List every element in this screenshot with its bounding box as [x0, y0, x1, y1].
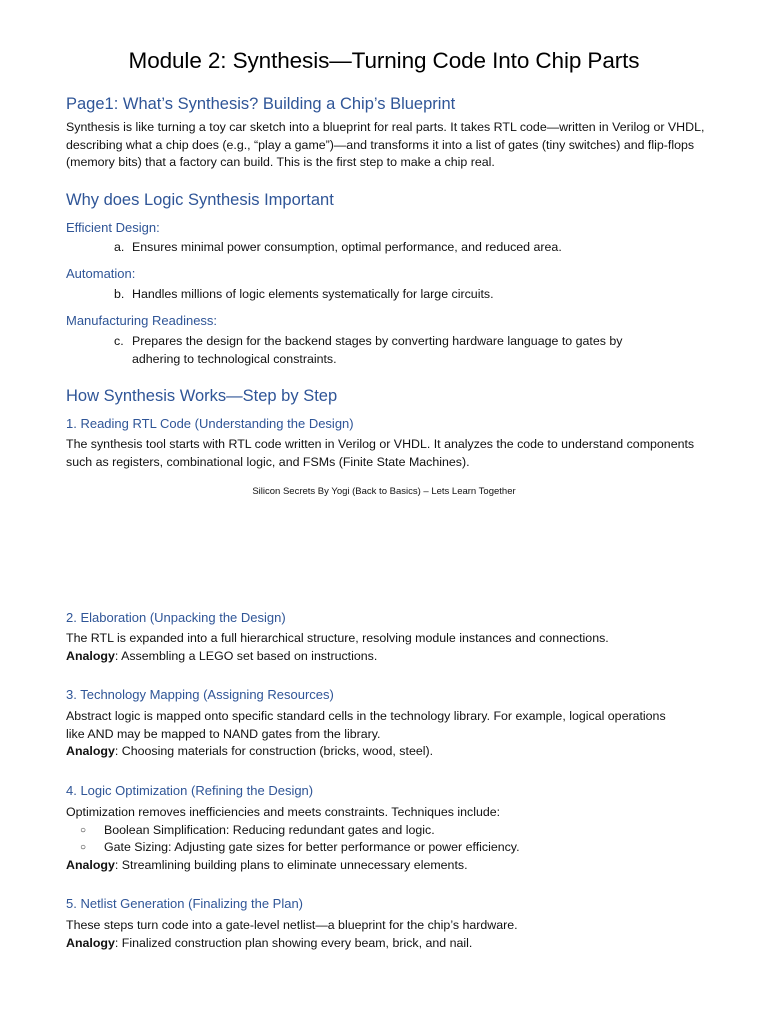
why-item-text: Ensures minimal power consumption, optimal performance, and reduced area. — [132, 240, 562, 254]
bullet-circle-icon: ○ — [80, 824, 87, 836]
list-marker: a. — [114, 240, 125, 254]
step3-paragraph — [66, 708, 666, 761]
step1-heading: 1. Reading RTL Code (Understanding the Design) — [66, 416, 354, 431]
page-title: Module 2: Synthesis—Turning Code Into Chip Parts — [128, 48, 640, 73]
step3-heading: 3. Technology Mapping (Assigning Resources) — [66, 687, 334, 702]
list-marker: c. — [114, 334, 124, 348]
section-heading-page1: Page1: What’s Synthesis? Building a Chip’s Blueprint — [66, 95, 456, 113]
page1-intro-paragraph: Synthesis is like turning a toy car sketch into a blueprint for real parts. It takes RTL code—written in Verilog or VHDL, describing what a chip does (e.g., “play a game”)—and transforms it into a list of gates (tiny switches) and flip-flops (memory bits) that a factory can build. This is the first step to make a chip real. — [66, 120, 705, 169]
why-item-a — [114, 239, 714, 257]
why-item-text: Handles millions of logic elements systematically for large circuits. — [132, 287, 494, 301]
step2-paragraph — [66, 630, 716, 665]
section-heading-why: Why does Logic Synthesis Important — [66, 191, 334, 209]
step3-analogy: : Choosing materials for construction (bricks, wood, steel). — [114, 744, 434, 758]
why-label-automation: Automation: — [66, 266, 136, 281]
analogy-label: Analogy — [66, 935, 115, 950]
bullet-circle-icon: ○ — [80, 842, 87, 853]
step4-text: Optimization removes inefficiencies and meets constraints. Techniques include: — [66, 805, 501, 819]
step4-heading: 4. Logic Optimization (Refining the Design) — [66, 783, 314, 798]
step4-block — [66, 804, 716, 874]
step5-heading: 5. Netlist Generation (Finalizing the Plan) — [66, 896, 304, 911]
step5-paragraph — [66, 917, 716, 952]
bullet-item — [66, 839, 716, 857]
step2-analogy: : Assembling a LEGO set based on instructions. — [114, 648, 378, 663]
why-label-manufacturing-readiness: Manufacturing Readiness: — [66, 313, 218, 328]
step2-text: The RTL is expanded into a full hierarchical structure, resolving module instances and connections. — [66, 631, 609, 645]
bullet-item — [66, 822, 716, 840]
bullet-text: Gate Sizing: Adjusting gate sizes for better performance or power efficiency. — [104, 840, 520, 854]
step5-analogy: : Finalized construction plan showing every beam, brick, and nail. — [114, 935, 473, 950]
page-footer: Silicon Secrets By Yogi (Back to Basics) – Lets Learn Together — [252, 486, 516, 497]
step1-paragraph: The synthesis tool starts with RTL code written in Verilog or VHDL. It analyzes the code to understand components such as registers, combinational logic, and FSMs (Finite State Machines). — [66, 437, 695, 469]
analogy-label: Analogy — [66, 648, 115, 663]
analogy-label: Analogy — [66, 857, 115, 872]
bullet-text: Boolean Simplification: Reducing redundant gates and logic. — [104, 822, 435, 837]
why-item-b — [114, 286, 714, 304]
why-item-c — [114, 333, 674, 368]
list-marker: b. — [114, 287, 125, 301]
step5-text: These steps turn code into a gate-level netlist—a blueprint for the chip’s hardware. — [66, 918, 518, 932]
step2-heading: 2. Elaboration (Unpacking the Design) — [66, 610, 286, 625]
why-item-text: Prepares the design for the backend stages by converting hardware language to gates by adhering to technological constraints. — [132, 334, 623, 366]
step4-analogy: : Streamlining building plans to eliminate unnecessary elements. — [114, 857, 468, 872]
step3-text: Abstract logic is mapped onto specific standard cells in the technology library. For example, logical operations like AND may be mapped to NAND gates from the library. — [66, 709, 666, 741]
analogy-label: Analogy — [66, 744, 115, 758]
section-heading-how: How Synthesis Works—Step by Step — [66, 387, 338, 405]
why-label-efficient-design: Efficient Design: — [66, 220, 160, 235]
